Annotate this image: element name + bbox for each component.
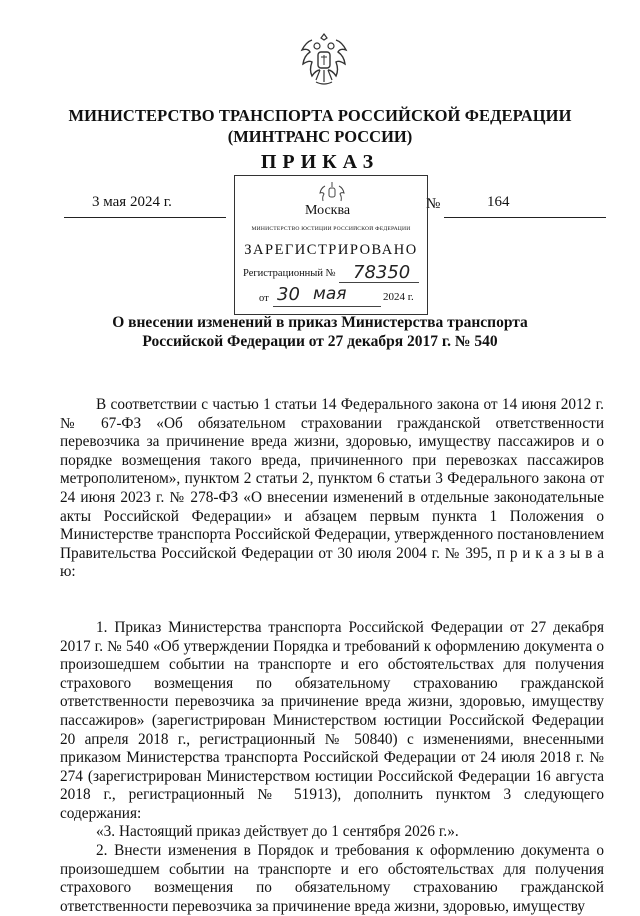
stamp-emblem-icon	[319, 180, 345, 204]
document-body	[60, 396, 604, 916]
regnum-underline	[339, 282, 419, 283]
number-underline	[444, 217, 606, 218]
preamble-paragraph: В соответствии с частью 1 статьи 14 Федерального закона от 14 июня 2012 г. № 67-ФЗ «Об обязательном страховании гражданской ответственности перевозчика за причинение вреда жизни, здоровью, имуществу пассажиров и о порядке возмещения такого вреда, причиненного при перевозках пассажиров метрополитеном», пунктом 2 статьи 2, пунктом 6 статьи 3 Федерального закона от 24 июня 2023 г. № 278-ФЗ «О внесении изменений в отдельные законодательные акты Российской Федерации» и абзацем первым пункта 1 Положения о Министерстве транспорта Российской Федерации, утвержденного постановлением Правительства Российской Федерации от 30 июля 2004 г. № 395, п р и к а з ы в а ю:	[60, 396, 604, 581]
document-date: 3 мая 2024 г.	[92, 194, 172, 210]
document-number: 164	[487, 194, 510, 210]
subject-line-1: О внесении изменений в приказ Министерства транспорта	[112, 314, 528, 331]
stamp-regnum-label: Регистрационный №	[243, 268, 336, 279]
date-underline-stamp	[273, 306, 381, 307]
date-underline	[64, 217, 226, 218]
stamp-regnum-value: 78350	[353, 262, 411, 283]
document-type: ПРИКАЗ	[260, 151, 380, 173]
stamp-day: 30	[277, 284, 300, 305]
stamp-ministry: МИНИСТЕРСТВО ЮСТИЦИИ РОССИЙСКОЙ ФЕДЕРАЦИИ	[251, 226, 411, 232]
item-1-paragraph: 1. Приказ Министерства транспорта Российской Федерации от 27 декабря 2017 г. № 540 «Об утверждении Порядка и требований к оформлению документа о произошедшем событии на транспорте и его обстоятельствах для получения страхового возмещения по обязательному страхованию гражданской ответственности перевозчика за причинение вреда жизни, здоровью, имуществу пассажиров» (зарегистрирован Министерством юстиции Российской Федерации 20 апреля 2018 г., регистрационный № 50840) с изменениями, внесенными приказом Министерства транспорта Российской Федерации от 24 июля 2018 г. № 274 (зарегистрирован Министерством юстиции Российской Федерации 16 августа 2018 г., регистрационный № 51913), дополнить пунктом 3 следующего содержания:	[60, 618, 604, 822]
item-1-quote: «3. Настоящий приказ действует до 1 сентября 2026 г.».	[96, 823, 459, 841]
stamp-month: мая	[313, 284, 347, 304]
stamp-city: Москва	[305, 203, 351, 218]
number-sign: №	[426, 196, 441, 212]
stamp-from-label: от	[259, 293, 269, 304]
subject-line-2: Российской Федерации от 27 декабря 2017 г. № 540	[142, 333, 498, 350]
stamp-registered: ЗАРЕГИСТРИРОВАНО	[244, 242, 418, 258]
coat-of-arms-emblem-icon	[298, 30, 350, 90]
registration-stamp	[234, 175, 428, 315]
ministry-short-name: (МИНТРАНС РОССИИ)	[227, 127, 413, 146]
ministry-name: МИНИСТЕРСТВО ТРАНСПОРТА РОССИЙСКОЙ ФЕДЕРАЦИИ	[68, 106, 572, 125]
item-2-paragraph: 2. Внести изменения в Порядок и требования к оформлению документа о произошедшем событии на транспорте и его обстоятельствах для получения страхового возмещения по обязательному страхованию гражданской ответственности перевозчика за причинение вреда жизни, здоровью, имуществу	[60, 842, 604, 915]
stamp-year: 2024 г.	[383, 291, 414, 303]
